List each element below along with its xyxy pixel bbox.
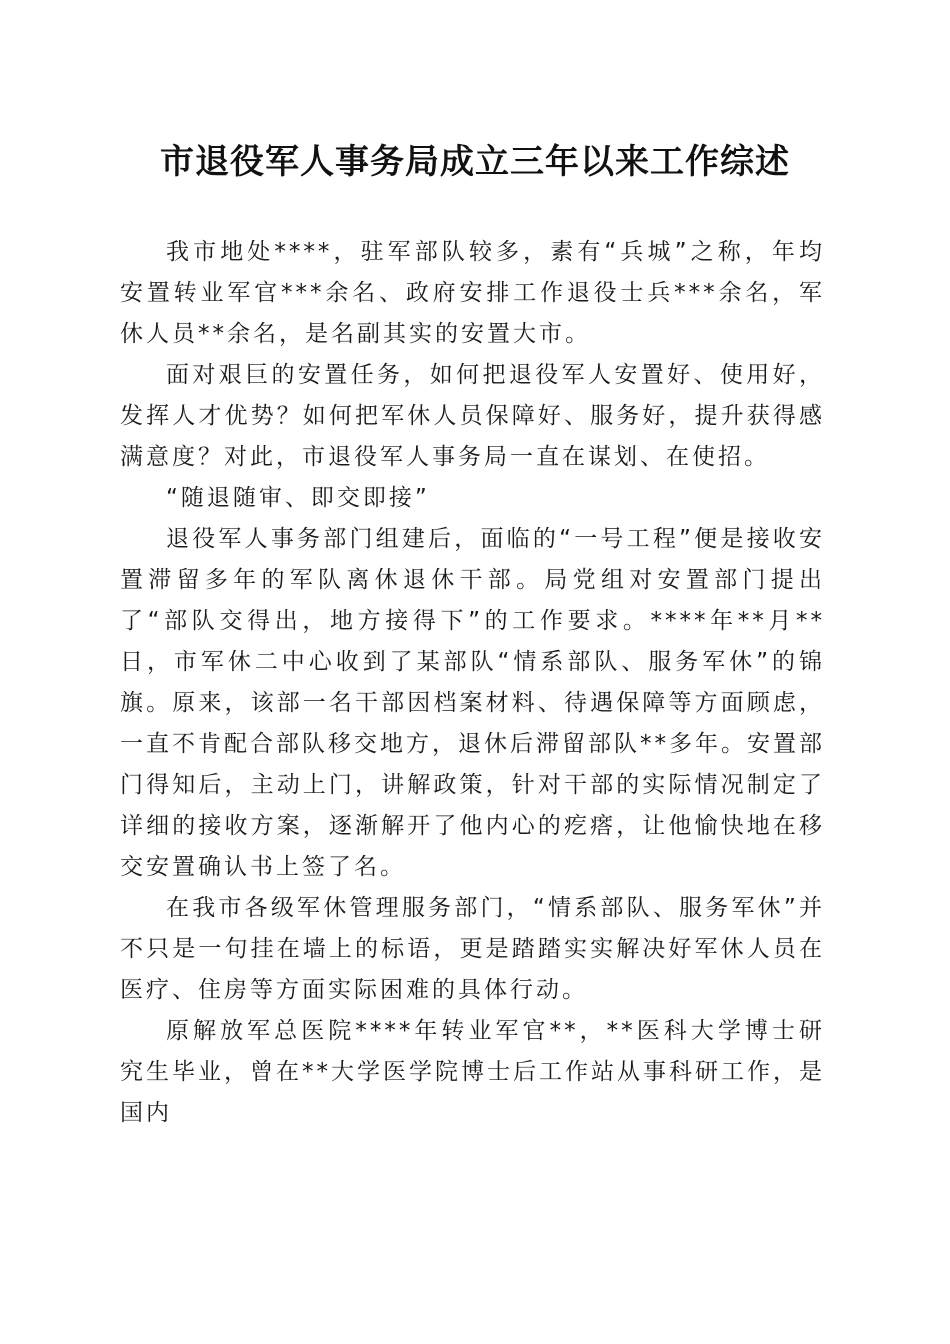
paragraph-challenge: 面对艰巨的安置任务，如何把退役军人安置好、使用好，发挥人才优势？如何把军休人员保障好、服务好，提升获得感满意度？对此，市退役军人事务局一直在谋划、在使招。	[120, 362, 825, 470]
paragraph-case: 原解放军总医院****年转业军官**，**医科大学博士研究生毕业，曾在**大学医学院博士后工作站从事科研工作，是国内	[120, 1018, 825, 1126]
page-title: 市退役军人事务局成立三年以来工作综述	[160, 142, 790, 182]
section-subheading: “随退随审、即交即接”	[166, 485, 430, 511]
paragraph-service: 在我市各级军休管理服务部门，“情系部队、服务军休”并不只是一句挂在墙上的标语，更是踏踏实实解决好军休人员在医疗、住房等方面实际困难的具体行动。	[120, 895, 825, 1003]
paragraph-intro: 我市地处****，驻军部队较多，素有“兵城”之称，年均安置转业军官***余名、政府安排工作退役士兵***余名，军休人员**余名，是名副其实的安置大市。	[120, 239, 825, 347]
paragraph-handover: 退役军人事务部门组建后，面临的“一号工程”便是接收安置滞留多年的军队离休退休干部。局党组对安置部门提出了“部队交得出，地方接得下”的工作要求。****年**月**日，市军休二中心收到了某部队“情系部队、服务军休”的锦旗。原来，该部一名干部因档案材料、待遇保障等方面顾虑，一直不肯配合部队移交地方，退休后滞留部队**多年。安置部门得知后，主动上门，讲解政策，针对干部的实际情况制定了详细的接收方案，逐渐解开了他内心的疙瘩，让他愉快地在移交安置确认书上签了名。	[120, 526, 825, 880]
document-body	[120, 232, 825, 1134]
